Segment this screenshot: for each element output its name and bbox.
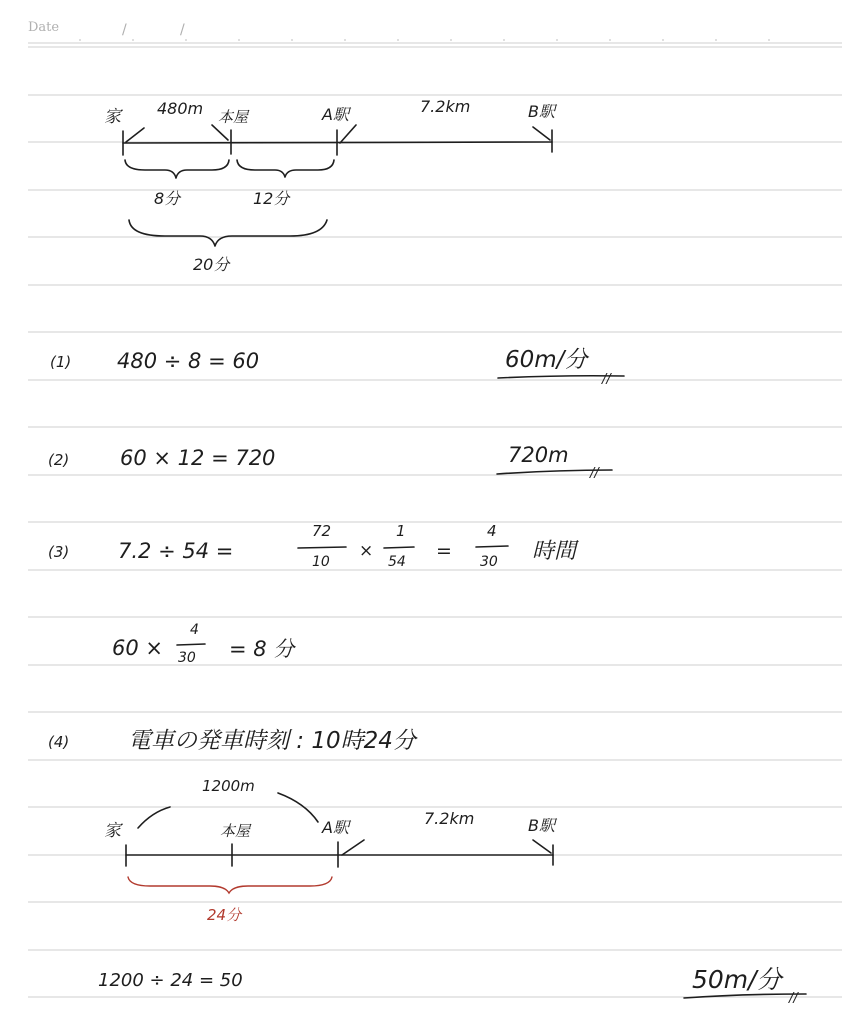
label-distance-1200: 1200m	[202, 777, 255, 795]
pointer-home	[126, 128, 144, 142]
label-shop-2: 本屋	[220, 822, 251, 840]
q3-fraction2-bar	[384, 547, 414, 548]
label-home-2: 家	[104, 821, 121, 841]
label-home: 家	[104, 107, 121, 127]
label-24min: 24分	[207, 906, 242, 924]
question-4	[48, 728, 418, 754]
date-slash-1: /	[122, 22, 127, 38]
q3-fraction1-bar	[298, 547, 346, 548]
q4-statement: 電車の発車時刻 : 10時24分	[128, 728, 416, 754]
label-distance-480: 480m	[157, 99, 204, 118]
pointer-shop	[212, 125, 228, 140]
final-double-slash: //	[789, 991, 798, 1006]
q2-expression: 60 × 12 = 720	[120, 446, 276, 470]
brace-24min	[128, 877, 332, 893]
q3-fraction4-denominator: 30	[178, 650, 196, 666]
q1-number: (1)	[50, 353, 72, 371]
date-text: Date	[28, 20, 60, 35]
q3-line2-result: = 8 分	[229, 637, 295, 661]
q3-fraction3-denominator: 30	[480, 554, 498, 570]
label-8min: 8分	[154, 189, 181, 208]
q3-fraction2-numerator: 1	[396, 522, 406, 540]
q3-fraction2-denominator: 54	[388, 554, 406, 570]
q1-expression: 480 ÷ 8 = 60	[117, 349, 260, 373]
label-shop: 本屋	[218, 108, 249, 126]
question-1	[50, 347, 624, 387]
label-distance-7-2km: 7.2km	[420, 97, 471, 116]
q3-times-sign: ×	[359, 541, 374, 561]
q1-answer: 60m/分	[505, 347, 588, 373]
q3-fraction1-numerator: 72	[312, 522, 332, 540]
question-3	[48, 522, 579, 666]
label-station-a-2: A駅	[322, 818, 349, 837]
diagram-1	[104, 97, 558, 274]
q2-double-slash: //	[590, 466, 599, 481]
q2-number: (2)	[48, 451, 70, 469]
label-station-b: B駅	[528, 102, 555, 121]
q2-answer: 720m	[508, 443, 569, 467]
brace-12min	[237, 160, 334, 177]
final-expression: 1200 ÷ 24 = 50	[98, 970, 243, 991]
q1-double-slash: //	[602, 372, 611, 387]
label-12min: 12分	[253, 189, 290, 208]
q3-lhs: 7.2 ÷ 54 =	[118, 539, 234, 563]
q3-fraction4-numerator: 4	[190, 622, 199, 638]
final-calculation	[98, 965, 806, 1006]
brace-8min	[125, 160, 229, 178]
q3-fraction1-denominator: 10	[312, 554, 330, 570]
final-answer: 50m/分	[692, 965, 782, 994]
q3-fraction4-bar	[177, 644, 205, 645]
label-distance-7-2km-2: 7.2km	[424, 809, 475, 828]
label-station-b-2: B駅	[528, 816, 555, 835]
q3-equals: =	[436, 540, 452, 562]
pointer-station-b-2	[533, 840, 551, 853]
q4-number: (4)	[48, 733, 70, 751]
date-dots	[79, 39, 770, 41]
date-slash-2: /	[180, 22, 185, 38]
pointer-station-a	[340, 125, 356, 143]
q3-unit-hours: 時間	[532, 539, 577, 564]
arc-left	[138, 807, 170, 828]
q3-line2-prefix: 60 ×	[112, 636, 163, 660]
brace-20min	[129, 220, 327, 246]
pointer-station-a-2	[342, 840, 364, 855]
q3-fraction3-numerator: 4	[487, 522, 497, 540]
label-station-a: A駅	[322, 105, 349, 124]
pointer-station-b	[533, 127, 550, 140]
ruled-lines	[28, 43, 842, 997]
q3-number: (3)	[48, 543, 70, 561]
q3-fraction3-bar	[476, 546, 508, 547]
label-20min: 20分	[193, 255, 230, 274]
